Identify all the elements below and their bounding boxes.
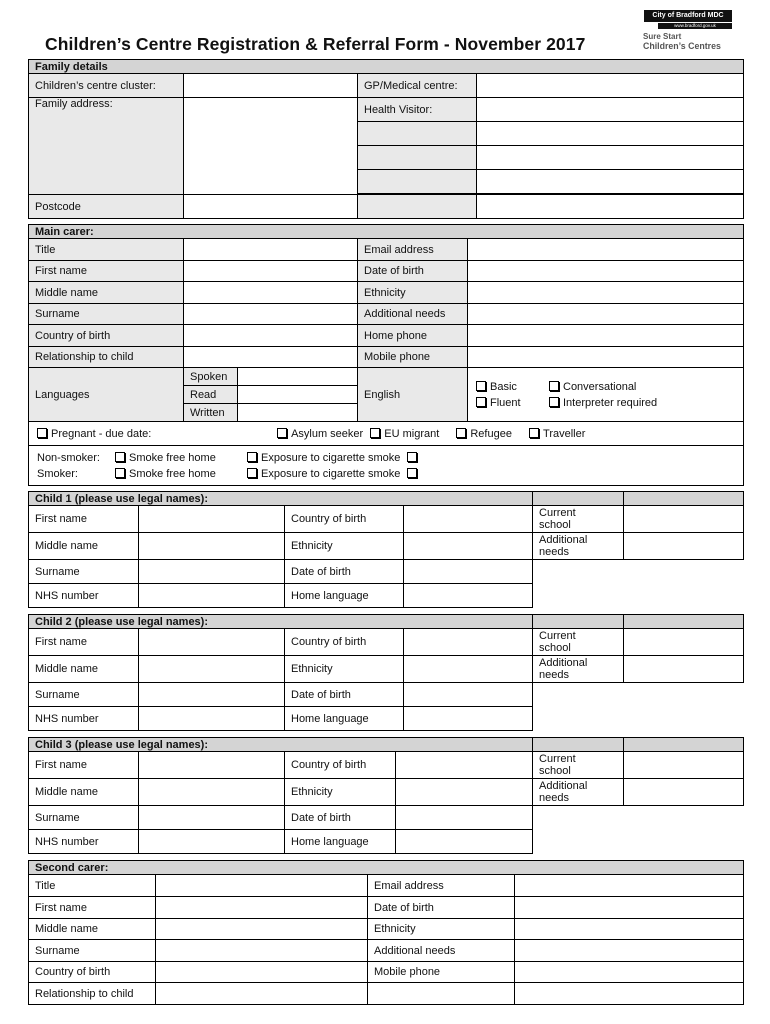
blank-field[interactable] xyxy=(477,122,744,146)
checkbox-icon[interactable] xyxy=(37,428,47,438)
checkbox-icon[interactable] xyxy=(476,381,486,391)
cluster-field[interactable] xyxy=(184,74,358,98)
eu-migrant-option[interactable]: EU migrant xyxy=(370,428,439,440)
label-mobile-phone: Mobile phone xyxy=(368,962,515,983)
heading-fill xyxy=(533,615,624,629)
home-language-field[interactable] xyxy=(404,584,533,608)
label-ethnicity: Ethnicity xyxy=(285,656,404,683)
label-surname: Surname xyxy=(29,683,139,707)
label-country-of-birth: Country of birth xyxy=(285,506,404,533)
blank-field[interactable] xyxy=(515,983,744,1005)
label-mobile-phone: Mobile phone xyxy=(358,347,468,368)
checkbox-icon[interactable] xyxy=(247,452,257,462)
heading-fill xyxy=(533,492,624,506)
label-email: Email address xyxy=(358,239,468,261)
label-country-of-birth: Country of birth xyxy=(29,325,184,347)
label-country-of-birth: Country of birth xyxy=(285,629,404,656)
label-dob: Date of birth xyxy=(285,560,404,584)
smoker-exposure-option[interactable]: Exposure to cigarette smoke xyxy=(247,468,421,480)
title-field[interactable] xyxy=(184,239,358,261)
relationship-field[interactable] xyxy=(184,347,358,368)
pregnant-option[interactable]: Pregnant - due date: xyxy=(37,428,274,440)
english-basic-option[interactable]: Basic xyxy=(476,381,549,393)
blank-field[interactable] xyxy=(477,146,744,170)
empty-area xyxy=(533,830,744,854)
label-nhs-number: NHS number xyxy=(29,707,139,731)
label-ethnicity: Ethnicity xyxy=(358,282,468,304)
main-carer-table xyxy=(28,224,744,486)
ethnicity-field[interactable] xyxy=(404,533,533,560)
checkbox-icon[interactable] xyxy=(115,452,125,462)
empty-area xyxy=(533,560,744,584)
blank-label xyxy=(358,170,477,194)
council-logo: City of Bradford MDC xyxy=(644,10,732,22)
ethnicity-field[interactable] xyxy=(396,779,533,806)
label-middle-name: Middle name xyxy=(29,282,184,304)
nhs-number-field[interactable] xyxy=(139,584,285,608)
blank-field[interactable] xyxy=(477,170,744,194)
english-options xyxy=(468,368,744,422)
label-additional-needs: Additional needs xyxy=(533,656,624,683)
label-middle-name: Middle name xyxy=(29,779,139,806)
health-visitor-field[interactable] xyxy=(477,98,744,122)
spoken-field[interactable] xyxy=(238,368,358,386)
label-dob: Date of birth xyxy=(368,897,515,919)
read-field[interactable] xyxy=(238,386,358,404)
checkbox-icon[interactable] xyxy=(247,468,257,478)
dob-field[interactable] xyxy=(404,560,533,584)
surname-field[interactable] xyxy=(139,683,285,707)
country-of-birth-field[interactable] xyxy=(156,962,368,983)
title-field[interactable] xyxy=(156,875,368,897)
current-school-field[interactable] xyxy=(624,629,744,656)
mobile-phone-field[interactable] xyxy=(468,347,744,368)
email-field[interactable] xyxy=(468,239,744,261)
smoker-smoke-free-option[interactable]: Smoke free home xyxy=(115,466,247,482)
nhs-number-field[interactable] xyxy=(139,830,285,854)
label-read: Read xyxy=(184,386,238,404)
section-heading: Child 1 (please use legal names): xyxy=(29,492,533,506)
label-home-language: Home language xyxy=(285,707,404,731)
additional-needs-field[interactable] xyxy=(624,533,744,560)
label-english: English xyxy=(358,368,468,422)
dob-field[interactable] xyxy=(404,683,533,707)
label-home-language: Home language xyxy=(285,584,404,608)
brand-line-1: Sure Start xyxy=(643,32,682,41)
label-additional-needs: Additional needs xyxy=(533,533,624,560)
label-country-of-birth: Country of birth xyxy=(29,962,156,983)
label-health-visitor: Health Visitor: xyxy=(358,98,477,122)
child-3-table xyxy=(28,737,744,854)
label-surname: Surname xyxy=(29,560,139,584)
label-email: Email address xyxy=(368,875,515,897)
checkbox-icon[interactable] xyxy=(476,397,486,407)
middle-name-field[interactable] xyxy=(139,779,285,806)
mobile-phone-field[interactable] xyxy=(515,962,744,983)
label-middle-name: Middle name xyxy=(29,533,139,560)
label-additional-needs: Additional needs xyxy=(533,779,624,806)
section-heading: Family details xyxy=(29,60,744,74)
label-ethnicity: Ethnicity xyxy=(285,533,404,560)
home-language-field[interactable] xyxy=(404,707,533,731)
first-name-field[interactable] xyxy=(184,261,358,282)
label-additional-needs: Additional needs xyxy=(368,940,515,962)
asylum-seeker-option[interactable]: Asylum seeker xyxy=(277,428,363,440)
middle-name-field[interactable] xyxy=(139,533,285,560)
country-of-birth-field[interactable] xyxy=(404,506,533,533)
label-address: Family address: xyxy=(29,98,184,195)
council-url: www.bradford.gov.uk xyxy=(658,23,732,29)
checkbox-icon[interactable] xyxy=(407,468,417,478)
dob-field[interactable] xyxy=(515,897,744,919)
blank-label xyxy=(358,195,477,219)
checkbox-icon[interactable] xyxy=(549,381,559,391)
label-languages: Languages xyxy=(29,368,184,422)
section-heading: Child 3 (please use legal names): xyxy=(29,738,533,752)
label-title: Title xyxy=(29,875,156,897)
label-gp: GP/Medical centre: xyxy=(358,74,477,98)
current-school-field[interactable] xyxy=(624,506,744,533)
surname-field[interactable] xyxy=(156,940,368,962)
label-current-school: Current school xyxy=(533,629,624,656)
traveller-option[interactable]: Traveller xyxy=(529,428,585,440)
english-conversational-option[interactable]: Conversational xyxy=(549,381,636,393)
label-middle-name: Middle name xyxy=(29,919,156,940)
section-heading: Main carer: xyxy=(29,225,744,239)
smoking-row xyxy=(29,446,744,486)
address-field[interactable] xyxy=(184,98,358,195)
label-written: Written xyxy=(184,404,238,422)
label-home-phone: Home phone xyxy=(358,325,468,347)
label-dob: Date of birth xyxy=(285,806,396,830)
postcode-field[interactable] xyxy=(184,195,358,219)
label-postcode: Postcode xyxy=(29,195,184,219)
checkbox-icon[interactable] xyxy=(407,452,417,462)
checkbox-icon[interactable] xyxy=(370,428,380,438)
label-ethnicity: Ethnicity xyxy=(368,919,515,940)
written-field[interactable] xyxy=(238,404,358,422)
gp-field[interactable] xyxy=(477,74,744,98)
family-details-table xyxy=(28,59,744,219)
label-surname: Surname xyxy=(29,940,156,962)
empty-area xyxy=(533,707,744,731)
checkbox-icon[interactable] xyxy=(456,428,466,438)
checkbox-icon[interactable] xyxy=(115,468,125,478)
label-relationship: Relationship to child xyxy=(29,983,156,1005)
ethnicity-field[interactable] xyxy=(468,282,744,304)
label-nhs-number: NHS number xyxy=(29,584,139,608)
country-of-birth-field[interactable] xyxy=(184,325,358,347)
brand-line-2: Children’s Centres xyxy=(643,41,721,51)
label-title: Title xyxy=(29,239,184,261)
current-school-field[interactable] xyxy=(624,752,744,779)
label-country-of-birth: Country of birth xyxy=(285,752,396,779)
country-of-birth-field[interactable] xyxy=(396,752,533,779)
home-language-field[interactable] xyxy=(396,830,533,854)
heading-fill xyxy=(624,615,744,629)
home-phone-field[interactable] xyxy=(468,325,744,347)
additional-needs-field[interactable] xyxy=(468,304,744,325)
first-name-field[interactable] xyxy=(139,752,285,779)
label-middle-name: Middle name xyxy=(29,656,139,683)
english-interpreter-option[interactable]: Interpreter required xyxy=(549,397,657,409)
additional-needs-field[interactable] xyxy=(515,940,744,962)
surname-field[interactable] xyxy=(139,560,285,584)
label-dob: Date of birth xyxy=(358,261,468,282)
label-first-name: First name xyxy=(29,261,184,282)
section-heading: Second carer: xyxy=(29,861,744,875)
label-first-name: First name xyxy=(29,629,139,656)
nhs-number-field[interactable] xyxy=(139,707,285,731)
non-smoker-smoke-free-option[interactable]: Smoke free home xyxy=(115,450,247,466)
label-smoker: Smoker: xyxy=(37,467,78,480)
empty-area xyxy=(533,806,744,830)
child-1-table xyxy=(28,491,744,608)
label-relationship: Relationship to child xyxy=(29,347,184,368)
label-dob: Date of birth xyxy=(285,683,404,707)
second-carer-table xyxy=(28,860,744,1005)
middle-name-field[interactable] xyxy=(139,656,285,683)
label-first-name: First name xyxy=(29,506,139,533)
label-current-school: Current school xyxy=(533,752,624,779)
label-first-name: First name xyxy=(29,897,156,919)
blank-label xyxy=(368,983,515,1005)
refugee-option[interactable]: Refugee xyxy=(456,428,512,440)
middle-name-field[interactable] xyxy=(184,282,358,304)
child-2-table xyxy=(28,614,744,731)
first-name-field[interactable] xyxy=(139,506,285,533)
label-current-school: Current school xyxy=(533,506,624,533)
dob-field[interactable] xyxy=(396,806,533,830)
email-field[interactable] xyxy=(515,875,744,897)
dob-field[interactable] xyxy=(468,261,744,282)
surname-field[interactable] xyxy=(184,304,358,325)
english-fluent-option[interactable]: Fluent xyxy=(476,397,549,409)
label-spoken: Spoken xyxy=(184,368,238,386)
additional-needs-field[interactable] xyxy=(624,779,744,806)
first-name-field[interactable] xyxy=(156,897,368,919)
first-name-field[interactable] xyxy=(139,629,285,656)
status-options-row xyxy=(29,422,744,446)
heading-fill xyxy=(624,492,744,506)
blank-label xyxy=(358,146,477,170)
heading-fill xyxy=(533,738,624,752)
middle-name-field[interactable] xyxy=(156,919,368,940)
additional-needs-field[interactable] xyxy=(624,656,744,683)
blank-label xyxy=(358,122,477,146)
label-home-language: Home language xyxy=(285,830,396,854)
ethnicity-field[interactable] xyxy=(515,919,744,940)
label-additional-needs: Additional needs xyxy=(358,304,468,325)
checkbox-icon[interactable] xyxy=(529,428,539,438)
checkbox-icon[interactable] xyxy=(549,397,559,407)
label-first-name: First name xyxy=(29,752,139,779)
form-title: Children’s Centre Registration & Referral Form - November 2017 xyxy=(45,34,586,54)
label-surname: Surname xyxy=(29,304,184,325)
non-smoker-exposure-option[interactable]: Exposure to cigarette smoke xyxy=(247,452,421,464)
label-nhs-number: NHS number xyxy=(29,830,139,854)
ethnicity-field[interactable] xyxy=(404,656,533,683)
section-heading: Child 2 (please use legal names): xyxy=(29,615,533,629)
label-surname: Surname xyxy=(29,806,139,830)
label-cluster: Children’s centre cluster: xyxy=(29,74,184,98)
label-ethnicity: Ethnicity xyxy=(285,779,396,806)
heading-fill xyxy=(624,738,744,752)
label-non-smoker: Non-smoker: xyxy=(37,451,100,464)
surname-field[interactable] xyxy=(139,806,285,830)
empty-area xyxy=(533,584,744,608)
relationship-field[interactable] xyxy=(156,983,368,1005)
checkbox-icon[interactable] xyxy=(277,428,287,438)
country-of-birth-field[interactable] xyxy=(404,629,533,656)
blank-field[interactable] xyxy=(477,195,744,219)
empty-area xyxy=(533,683,744,707)
